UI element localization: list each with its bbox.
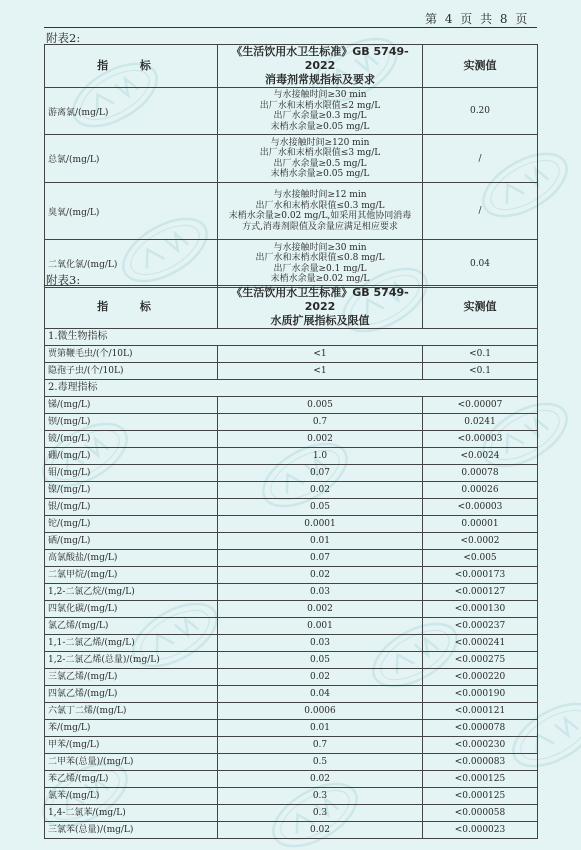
limit-value: 1.0	[218, 448, 423, 465]
measured-value: 0.00001	[423, 516, 538, 533]
disinfectant-table	[44, 44, 538, 288]
indicator-name: 甲苯/(mg/L)	[45, 737, 218, 754]
table-row	[45, 465, 538, 482]
indicator-name: 硒/(mg/L)	[45, 533, 218, 550]
category-row	[45, 329, 538, 346]
indicator-name: 四氯乙烯/(mg/L)	[45, 686, 218, 703]
standard-requirement: 与水接触时间≥12 min 出厂水和末梢水限值≤0.3 mg/L 末梢水余量≥0.02 mg/L,如采用其他协同消毒 方式,消毒剂限值及余量应满足相应要求	[218, 183, 423, 240]
limit-value: 0.02	[218, 482, 423, 499]
limit-value: 0.7	[218, 737, 423, 754]
limit-value: 0.0001	[218, 516, 423, 533]
table-row	[45, 584, 538, 601]
limit-value: 0.07	[218, 550, 423, 567]
table-row	[45, 499, 538, 516]
indicator-name: 氯苯/(mg/L)	[45, 788, 218, 805]
indicator-name: 1,1-二氯乙烯/(mg/L)	[45, 635, 218, 652]
indicator-name: 六氯丁二烯/(mg/L)	[45, 703, 218, 720]
indicator-name: 三氯乙烯/(mg/L)	[45, 669, 218, 686]
table-row	[45, 822, 538, 839]
table-row	[45, 737, 538, 754]
table-row	[45, 431, 538, 448]
table-row	[45, 618, 538, 635]
table-row	[45, 516, 538, 533]
table-row	[45, 183, 538, 240]
table-row	[45, 363, 538, 380]
measured-value: 0.00078	[423, 465, 538, 482]
table-row	[45, 754, 538, 771]
table-row	[45, 533, 538, 550]
category-title: 1.微生物指标	[45, 329, 538, 346]
table-row	[45, 346, 538, 363]
measured-value: <0.000275	[423, 652, 538, 669]
measured-value: 0.20	[423, 88, 538, 135]
limit-value: 0.02	[218, 771, 423, 788]
limit-value: 0.001	[218, 618, 423, 635]
measured-value: 0.0241	[423, 414, 538, 431]
measured-value: <0.000125	[423, 771, 538, 788]
category-title: 2.毒理指标	[45, 380, 538, 397]
measured-value: <0.0024	[423, 448, 538, 465]
indicator-name: 四氯化碳/(mg/L)	[45, 601, 218, 618]
limit-value: 0.02	[218, 822, 423, 839]
measured-value: <0.000058	[423, 805, 538, 822]
table-row	[45, 240, 538, 288]
indicator-name: 游离氯/(mg/L)	[45, 88, 218, 135]
indicator-name: 钼/(mg/L)	[45, 465, 218, 482]
indicator-name: 隐孢子虫/(个/10L)	[45, 363, 218, 380]
measured-value: <0.00003	[423, 431, 538, 448]
indicator-name: 硼/(mg/L)	[45, 448, 218, 465]
limit-value: 0.002	[218, 601, 423, 618]
table-row	[45, 482, 538, 499]
limit-value: 0.05	[218, 652, 423, 669]
limit-value: <1	[218, 346, 423, 363]
table-row	[45, 805, 538, 822]
indicator-name: 1,4-二氯苯/(mg/L)	[45, 805, 218, 822]
table-row	[45, 652, 538, 669]
measured-value: <0.1	[423, 346, 538, 363]
indicator-name: 二氯甲烷/(mg/L)	[45, 567, 218, 584]
measured-value: <0.005	[423, 550, 538, 567]
indicator-name: 二甲苯(总量)/(mg/L)	[45, 754, 218, 771]
indicator-name: 二氧化氯/(mg/L)	[45, 240, 218, 288]
indicator-name: 三氯苯(总量)/(mg/L)	[45, 822, 218, 839]
table-row	[45, 397, 538, 414]
table-row	[45, 771, 538, 788]
col-header-measured: 实测值	[423, 45, 538, 88]
table-row	[45, 550, 538, 567]
table-row	[45, 703, 538, 720]
limit-value: 0.02	[218, 669, 423, 686]
measured-value: <0.000083	[423, 754, 538, 771]
indicator-name: 钡/(mg/L)	[45, 414, 218, 431]
measured-value: <0.000190	[423, 686, 538, 703]
category-row	[45, 380, 538, 397]
limit-value: 0.07	[218, 465, 423, 482]
table2-caption: 附表2:	[46, 31, 81, 45]
indicator-name: 总氯/(mg/L)	[45, 135, 218, 183]
col-header-standard: 《生活饮用水卫生标准》GB 5749-2022 消毒剂常规指标及要求	[218, 45, 423, 88]
standard-requirement: 与水接触时间≥120 min 出厂水和末梢水限值≤3 mg/L 出厂水余量≥0.5 mg/L 末梢水余量≥0.05 mg/L	[218, 135, 423, 183]
measured-value: <0.00003	[423, 499, 538, 516]
indicator-name: 锑/(mg/L)	[45, 397, 218, 414]
measured-value: <0.00007	[423, 397, 538, 414]
limit-value: 0.01	[218, 720, 423, 737]
table-row	[45, 414, 538, 431]
limit-value: 0.0006	[218, 703, 423, 720]
table-row	[45, 788, 538, 805]
indicator-name: 1,2-二氯乙烯(总量)/(mg/L)	[45, 652, 218, 669]
indicator-name: 氯乙烯/(mg/L)	[45, 618, 218, 635]
limit-value: 0.04	[218, 686, 423, 703]
measured-value: <0.000125	[423, 788, 538, 805]
table3-caption: 附表3:	[46, 273, 81, 287]
limit-value: 0.02	[218, 567, 423, 584]
measured-value: <0.000230	[423, 737, 538, 754]
col-header-standard: 《生活饮用水卫生标准》GB 5749-2022 水质扩展指标及限值	[218, 286, 423, 329]
measured-value: <0.0002	[423, 533, 538, 550]
extended-indicators-table	[44, 285, 538, 839]
table-row	[45, 135, 538, 183]
measured-value: <0.000127	[423, 584, 538, 601]
indicator-name: 高氯酸盐/(mg/L)	[45, 550, 218, 567]
limit-value: 0.002	[218, 431, 423, 448]
measured-value: /	[423, 135, 538, 183]
table-row	[45, 635, 538, 652]
table-row	[45, 567, 538, 584]
limit-value: 0.005	[218, 397, 423, 414]
indicator-name: 镍/(mg/L)	[45, 482, 218, 499]
indicator-name: 1,2-二氯乙烷/(mg/L)	[45, 584, 218, 601]
indicator-name: 苯乙烯/(mg/L)	[45, 771, 218, 788]
indicator-name: 臭氧/(mg/L)	[45, 183, 218, 240]
measured-value: <0.000121	[423, 703, 538, 720]
col-header-measured: 实测值	[423, 286, 538, 329]
header-rule	[44, 27, 537, 28]
measured-value: 0.00026	[423, 482, 538, 499]
measured-value: <0.000173	[423, 567, 538, 584]
indicator-name: 铍/(mg/L)	[45, 431, 218, 448]
measured-value: <0.000237	[423, 618, 538, 635]
table-row	[45, 686, 538, 703]
limit-value: 0.01	[218, 533, 423, 550]
measured-value: <0.000220	[423, 669, 538, 686]
page-number: 第 4 页 共 8 页	[425, 12, 528, 26]
table-row	[45, 669, 538, 686]
indicator-name: 铊/(mg/L)	[45, 516, 218, 533]
limit-value: 0.3	[218, 788, 423, 805]
limit-value: <1	[218, 363, 423, 380]
table-row	[45, 601, 538, 618]
standard-requirement: 与水接触时间≥30 min 出厂水和末梢水限值≤0.8 mg/L 出厂水余量≥0.1 mg/L 末梢水余量≥0.02 mg/L	[218, 240, 423, 288]
measured-value: 0.04	[423, 240, 538, 288]
indicator-name: 银/(mg/L)	[45, 499, 218, 516]
measured-value: <0.000078	[423, 720, 538, 737]
standard-requirement: 与水接触时间≥30 min 出厂水和末梢水限值≤2 mg/L 出厂水余量≥0.3 mg/L 末梢水余量≥0.05 mg/L	[218, 88, 423, 135]
limit-value: 0.5	[218, 754, 423, 771]
table-row	[45, 88, 538, 135]
limit-value: 0.03	[218, 584, 423, 601]
limit-value: 0.03	[218, 635, 423, 652]
col-header-index: 指 标	[45, 286, 218, 329]
indicator-name: 苯/(mg/L)	[45, 720, 218, 737]
measured-value: <0.1	[423, 363, 538, 380]
limit-value: 0.7	[218, 414, 423, 431]
table-row	[45, 720, 538, 737]
measured-value: <0.000023	[423, 822, 538, 839]
measured-value: <0.000241	[423, 635, 538, 652]
table-row	[45, 448, 538, 465]
limit-value: 0.05	[218, 499, 423, 516]
indicator-name: 贾第鞭毛虫/(个/10L)	[45, 346, 218, 363]
measured-value: <0.000130	[423, 601, 538, 618]
measured-value: /	[423, 183, 538, 240]
col-header-index: 指 标	[45, 45, 218, 88]
limit-value: 0.3	[218, 805, 423, 822]
